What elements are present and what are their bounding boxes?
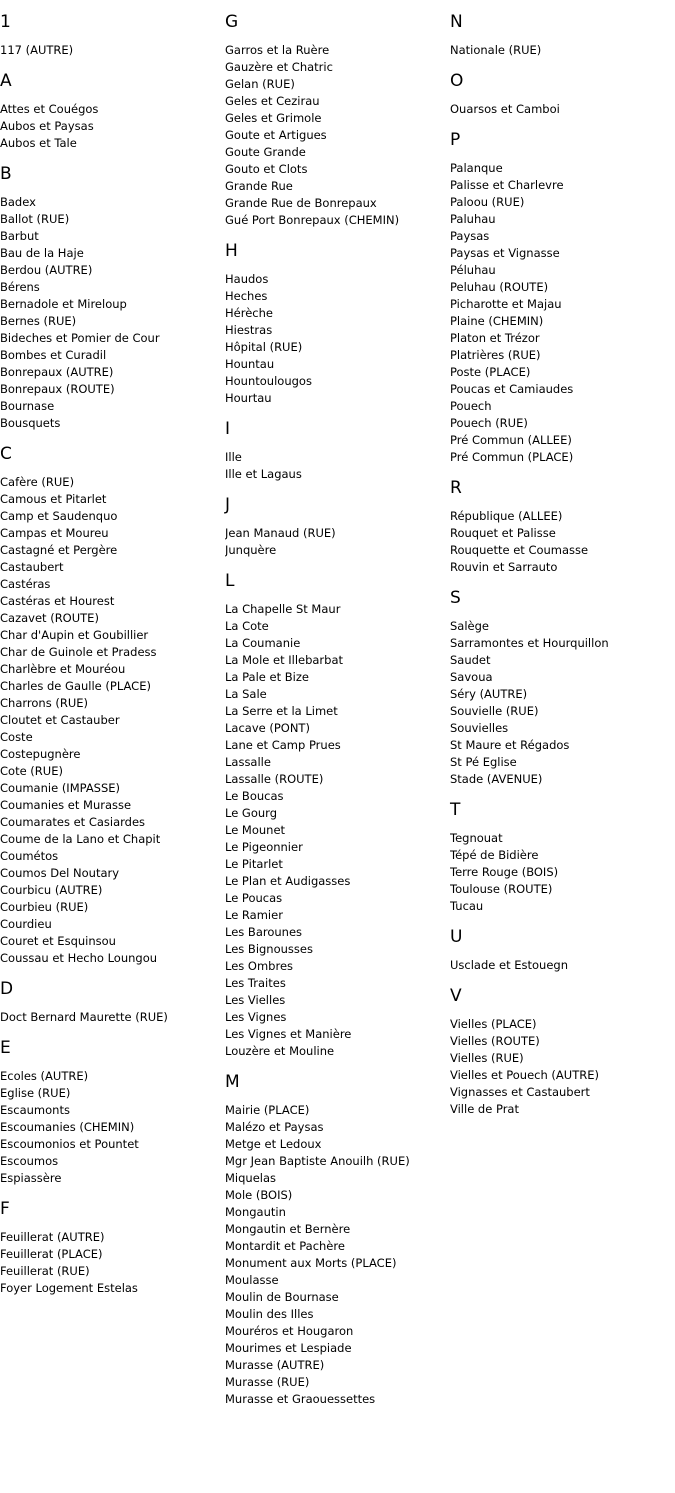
street-entry: Miquelas xyxy=(225,1171,277,1185)
street-list xyxy=(225,601,450,1060)
street-list xyxy=(0,1229,225,1297)
street-entry: République (ALLEE) xyxy=(450,509,563,523)
street-list xyxy=(450,1016,675,1118)
letter-heading: V xyxy=(450,986,462,1006)
street-entry: La Cote xyxy=(225,619,269,633)
letter-heading: U xyxy=(450,927,463,947)
street-entry: Tépé de Bidière xyxy=(450,848,539,862)
street-entry: Moulin des Illes xyxy=(225,1307,314,1321)
street-entry: Bérens xyxy=(0,280,40,294)
street-entry: Ille xyxy=(225,450,242,464)
street-entry: St Pé Eglise xyxy=(450,755,517,769)
street-entry: Séry (AUTRE) xyxy=(450,687,528,701)
street-entry: Ville de Prat xyxy=(450,1102,519,1116)
street-list xyxy=(225,525,450,559)
street-entry: Feuillerat (RUE) xyxy=(0,1264,90,1278)
street-entry: Coumos Del Noutary xyxy=(0,866,120,880)
street-entry: Moulin de Bournase xyxy=(225,1290,339,1304)
street-entry: Hiestras xyxy=(225,323,273,337)
street-entry: Cloutet et Castauber xyxy=(0,713,120,727)
street-entry: Rouquette et Coumasse xyxy=(450,543,589,557)
letter-heading: C xyxy=(0,444,12,464)
street-entry: Costepugnère xyxy=(0,747,81,761)
letter-section-r xyxy=(450,478,675,576)
street-list xyxy=(450,160,675,466)
street-entry: Pouech (RUE) xyxy=(450,416,528,430)
street-entry: Le Ramier xyxy=(225,908,283,922)
street-entry: Castaubert xyxy=(0,560,64,574)
letter-heading: P xyxy=(450,130,461,150)
street-entry: Hountau xyxy=(225,357,275,371)
index-column-1 xyxy=(0,0,225,1309)
street-entry: Coume de la Lano et Chapit xyxy=(0,832,161,846)
letter-section-d xyxy=(0,979,225,1026)
street-entry: Les Vignes xyxy=(225,1010,287,1024)
street-entry: Plaine (CHEMIN) xyxy=(450,314,544,328)
street-entry: Le Boucas xyxy=(225,789,284,803)
letter-section-p xyxy=(450,130,675,466)
street-entry: La Mole et Illebarbat xyxy=(225,653,344,667)
letter-heading: I xyxy=(225,419,231,439)
street-entry: Coumétos xyxy=(0,849,59,863)
letter-heading: J xyxy=(225,495,231,515)
street-entry: Escoumanies (CHEMIN) xyxy=(0,1120,135,1134)
street-entry: Saudet xyxy=(450,653,491,667)
street-entry: Bernadole et Mireloup xyxy=(0,297,127,311)
street-entry: Vielles (PLACE) xyxy=(450,1017,537,1031)
street-entry: Les Barounes xyxy=(225,925,303,939)
street-entry: Lane et Camp Prues xyxy=(225,738,341,752)
street-entry: Charlèbre et Mouréou xyxy=(0,662,126,676)
street-entry: Les Bignousses xyxy=(225,942,313,956)
street-entry: Vignasses et Castaubert xyxy=(450,1085,590,1099)
street-entry: Vielles (ROUTE) xyxy=(450,1034,540,1048)
street-entry: Courbieu (RUE) xyxy=(0,900,89,914)
street-entry: Les Vignes et Manière xyxy=(225,1027,352,1041)
street-entry: Mourimes et Lespiade xyxy=(225,1341,352,1355)
street-entry: Terre Rouge (BOIS) xyxy=(450,865,559,879)
street-entry: Stade (AVENUE) xyxy=(450,772,543,786)
street-entry: Haudos xyxy=(225,272,269,286)
letter-heading: 1 xyxy=(0,12,11,32)
street-entry: Usclade et Estouegn xyxy=(450,958,568,972)
street-entry: Savoua xyxy=(450,670,493,684)
street-entry: Cafère (RUE) xyxy=(0,475,75,489)
street-entry: Paysas xyxy=(450,229,490,243)
street-list xyxy=(450,42,675,59)
street-entry: Goute et Artigues xyxy=(225,128,327,142)
street-entry: La Sale xyxy=(225,687,267,701)
street-entry: Mongautin xyxy=(225,1205,286,1219)
street-entry: Gué Port Bonrepaux (CHEMIN) xyxy=(225,213,400,227)
street-entry: Mgr Jean Baptiste Anouilh (RUE) xyxy=(225,1154,410,1168)
letter-heading: F xyxy=(0,1199,10,1219)
street-entry: Louzère et Mouline xyxy=(225,1044,335,1058)
street-entry: Jean Manaud (RUE) xyxy=(225,526,336,540)
street-entry: Mole (BOIS) xyxy=(225,1188,293,1202)
street-entry: Tucau xyxy=(450,899,484,913)
letter-section-1 xyxy=(0,12,225,59)
street-entry: Aubos et Paysas xyxy=(0,119,94,133)
letter-section-a xyxy=(0,71,225,152)
letter-heading: B xyxy=(0,164,12,184)
street-entry: Vielles et Pouech (AUTRE) xyxy=(450,1068,599,1082)
street-entry: Eglise (RUE) xyxy=(0,1086,71,1100)
street-entry: Bonrepaux (AUTRE) xyxy=(0,365,114,379)
street-entry: Hountoulougos xyxy=(225,374,312,388)
letter-section-g xyxy=(225,12,450,229)
street-entry: Murasse (RUE) xyxy=(225,1375,310,1389)
street-entry: Mairie (PLACE) xyxy=(225,1103,310,1117)
street-entry: Grande Rue de Bonrepaux xyxy=(225,196,377,210)
street-entry: Murasse et Graouessettes xyxy=(225,1392,376,1406)
street-entry: Pouech xyxy=(450,399,492,413)
street-entry: Ouarsos et Camboi xyxy=(450,102,560,116)
street-entry: Platon et Trézor xyxy=(450,331,540,345)
letter-section-u xyxy=(450,927,675,974)
street-entry: Salège xyxy=(450,619,489,633)
street-entry: Char d'Aupin et Goubillier xyxy=(0,628,149,642)
street-entry: Tegnouat xyxy=(450,831,503,845)
street-entry: Palisse et Charlevre xyxy=(450,178,564,192)
street-entry: Poucas et Camiaudes xyxy=(450,382,574,396)
street-entry: Picharotte et Majau xyxy=(450,297,562,311)
street-entry: Escaumonts xyxy=(0,1103,70,1117)
street-entry: Bideches et Pomier de Cour xyxy=(0,331,160,345)
street-entry: Mouréros et Hougaron xyxy=(225,1324,354,1338)
street-entry: Espiassère xyxy=(0,1171,62,1185)
street-entry: Paluhau xyxy=(450,212,496,226)
street-entry: Courbicu (AUTRE) xyxy=(0,883,103,897)
street-entry: Les Traites xyxy=(225,976,286,990)
street-entry: Bonrepaux (ROUTE) xyxy=(0,382,115,396)
street-list xyxy=(225,42,450,229)
letter-heading: O xyxy=(450,71,464,91)
street-entry: Monument aux Morts (PLACE) xyxy=(225,1256,397,1270)
street-entry: Rouquet et Palisse xyxy=(450,526,556,540)
street-list xyxy=(450,101,675,118)
letter-section-i xyxy=(225,419,450,483)
letter-heading: H xyxy=(225,241,238,261)
street-entry: Lassalle (ROUTE) xyxy=(225,772,324,786)
street-entry: Rouvin et Sarrauto xyxy=(450,560,558,574)
street-entry: Goute Grande xyxy=(225,145,306,159)
letter-section-f xyxy=(0,1199,225,1297)
street-entry: Poste (PLACE) xyxy=(450,365,531,379)
street-entry: Badex xyxy=(0,195,36,209)
street-entry: Mongautin et Bernère xyxy=(225,1222,351,1236)
street-entry: Ecoles (AUTRE) xyxy=(0,1069,89,1083)
street-list xyxy=(225,271,450,407)
letter-section-o xyxy=(450,71,675,118)
street-entry: Heches xyxy=(225,289,268,303)
street-entry: Foyer Logement Estelas xyxy=(0,1281,138,1295)
street-entry: Courdieu xyxy=(0,917,52,931)
index-column-2 xyxy=(225,0,450,1420)
letter-section-c xyxy=(0,444,225,967)
street-entry: St Maure et Régados xyxy=(450,738,570,752)
street-entry: Bournase xyxy=(0,399,55,413)
street-entry: Murasse (AUTRE) xyxy=(225,1358,325,1372)
street-entry: Lassalle xyxy=(225,755,271,769)
street-entry: Couret et Esquinsou xyxy=(0,934,116,948)
street-entry: Ballot (RUE) xyxy=(0,212,70,226)
letter-heading: L xyxy=(225,571,235,591)
street-entry: Escoumonios et Pountet xyxy=(0,1137,139,1151)
street-entry: Les Ombres xyxy=(225,959,294,973)
street-entry: Hourtau xyxy=(225,391,272,405)
street-entry: Aubos et Tale xyxy=(0,136,77,150)
street-entry: Pré Commun (ALLEE) xyxy=(450,433,572,447)
letter-section-v xyxy=(450,986,675,1118)
letter-heading: R xyxy=(450,478,462,498)
street-entry: Charrons (RUE) xyxy=(0,696,88,710)
street-entry: Geles et Cezirau xyxy=(225,94,320,108)
street-entry: Péluhau xyxy=(450,263,496,277)
street-entry: Geles et Grimole xyxy=(225,111,322,125)
street-entry: Platrières (RUE) xyxy=(450,348,541,362)
street-entry: Montardit et Pachère xyxy=(225,1239,345,1253)
street-entry: Le Plan et Audigasses xyxy=(225,874,351,888)
street-entry: Les Vielles xyxy=(225,993,286,1007)
street-entry: Gauzère et Chatric xyxy=(225,60,333,74)
street-entry: Cazavet (ROUTE) xyxy=(0,611,99,625)
letter-section-e xyxy=(0,1038,225,1187)
street-entry: Castéras et Hourest xyxy=(0,594,115,608)
street-entry: La Serre et la Limet xyxy=(225,704,338,718)
street-entry: Paloou (RUE) xyxy=(450,195,525,209)
street-entry: Cote (RUE) xyxy=(0,764,63,778)
street-entry: La Chapelle St Maur xyxy=(225,602,341,616)
street-entry: Camous et Pitarlet xyxy=(0,492,107,506)
letter-section-s xyxy=(450,588,675,788)
street-entry: Coste xyxy=(0,730,33,744)
street-entry: Vielles (RUE) xyxy=(450,1051,524,1065)
street-list xyxy=(0,1009,225,1026)
street-entry: Peluhau (ROUTE) xyxy=(450,280,549,294)
street-list xyxy=(450,508,675,576)
street-entry: Souvielle (RUE) xyxy=(450,704,539,718)
letter-heading: G xyxy=(225,12,239,32)
street-entry: Metge et Ledoux xyxy=(225,1137,322,1151)
street-entry: Pré Commun (PLACE) xyxy=(450,450,574,464)
street-entry: Souvielles xyxy=(450,721,509,735)
street-entry: Bau de la Haje xyxy=(0,246,84,260)
street-entry: Doct Bernard Maurette (RUE) xyxy=(0,1010,168,1024)
street-entry: Lacave (PONT) xyxy=(225,721,310,735)
street-entry: Toulouse (ROUTE) xyxy=(450,882,553,896)
street-entry: Coussau et Hecho Loungou xyxy=(0,951,158,965)
street-entry: Le Gourg xyxy=(225,806,277,820)
letter-section-b xyxy=(0,164,225,432)
letter-heading: A xyxy=(0,71,12,91)
letter-section-j xyxy=(225,495,450,559)
street-entry: Campas et Moureu xyxy=(0,526,109,540)
street-list xyxy=(0,42,225,59)
street-list xyxy=(0,101,225,152)
street-entry: Bousquets xyxy=(0,416,61,430)
street-entry: Attes et Couégos xyxy=(0,102,99,116)
street-entry: Coumanies et Murasse xyxy=(0,798,132,812)
street-entry: Le Poucas xyxy=(225,891,283,905)
street-entry: Le Pigeonnier xyxy=(225,840,303,854)
street-entry: Castagné et Pergère xyxy=(0,543,118,557)
street-entry: Charles de Gaulle (PLACE) xyxy=(0,679,151,693)
letter-heading: E xyxy=(0,1038,11,1058)
letter-section-h xyxy=(225,241,450,407)
street-entry: Nationale (RUE) xyxy=(450,43,542,57)
street-entry: Palanque xyxy=(450,161,503,175)
letter-section-m xyxy=(225,1072,450,1408)
street-entry: Char de Guinole et Pradess xyxy=(0,645,157,659)
street-entry: Paysas et Vignasse xyxy=(450,246,560,260)
street-entry: Moulasse xyxy=(225,1273,279,1287)
street-list xyxy=(0,474,225,967)
letter-heading: M xyxy=(225,1072,240,1092)
letter-heading: N xyxy=(450,12,463,32)
street-entry: Grande Rue xyxy=(225,179,293,193)
street-entry: Hôpital (RUE) xyxy=(225,340,303,354)
street-list xyxy=(450,957,675,974)
street-entry: Sarramontes et Hourquillon xyxy=(450,636,609,650)
letter-section-t xyxy=(450,800,675,915)
street-entry: Bombes et Curadil xyxy=(0,348,107,362)
street-list xyxy=(450,618,675,788)
street-entry: La Coumanie xyxy=(225,636,301,650)
street-entry: Escoumos xyxy=(0,1154,59,1168)
street-list xyxy=(225,1102,450,1408)
street-entry: Coumarates et Casiardes xyxy=(0,815,146,829)
street-entry: Castéras xyxy=(0,577,51,591)
street-entry: La Pale et Bize xyxy=(225,670,309,684)
street-entry: Camp et Saudenquo xyxy=(0,509,118,523)
street-entry: Feuillerat (PLACE) xyxy=(0,1247,103,1261)
street-entry: Gouto et Clots xyxy=(225,162,308,176)
street-entry: Feuillerat (AUTRE) xyxy=(0,1230,105,1244)
street-entry: Berdou (AUTRE) xyxy=(0,263,93,277)
street-entry: Le Pitarlet xyxy=(225,857,283,871)
street-list xyxy=(450,830,675,915)
street-list xyxy=(0,194,225,432)
letter-heading: S xyxy=(450,588,461,608)
index-column-3 xyxy=(450,0,675,1130)
street-entry: Hérèche xyxy=(225,306,273,320)
letter-heading: T xyxy=(450,800,461,820)
street-entry: Le Mounet xyxy=(225,823,286,837)
street-entry: Ille et Lagaus xyxy=(225,467,302,481)
street-entry: 117 (AUTRE) xyxy=(0,43,74,57)
letter-section-n xyxy=(450,12,675,59)
street-entry: Gelan (RUE) xyxy=(225,77,295,91)
street-entry: Barbut xyxy=(0,229,39,243)
letter-section-l xyxy=(225,571,450,1060)
street-entry: Bernes (RUE) xyxy=(0,314,77,328)
street-entry: Malézo et Paysas xyxy=(225,1120,324,1134)
letter-heading: D xyxy=(0,979,14,999)
street-entry: Coumanie (IMPASSE) xyxy=(0,781,121,795)
street-entry: Garros et la Ruère xyxy=(225,43,330,57)
street-entry: Junquère xyxy=(225,543,277,557)
street-list xyxy=(0,1068,225,1187)
street-list xyxy=(225,449,450,483)
